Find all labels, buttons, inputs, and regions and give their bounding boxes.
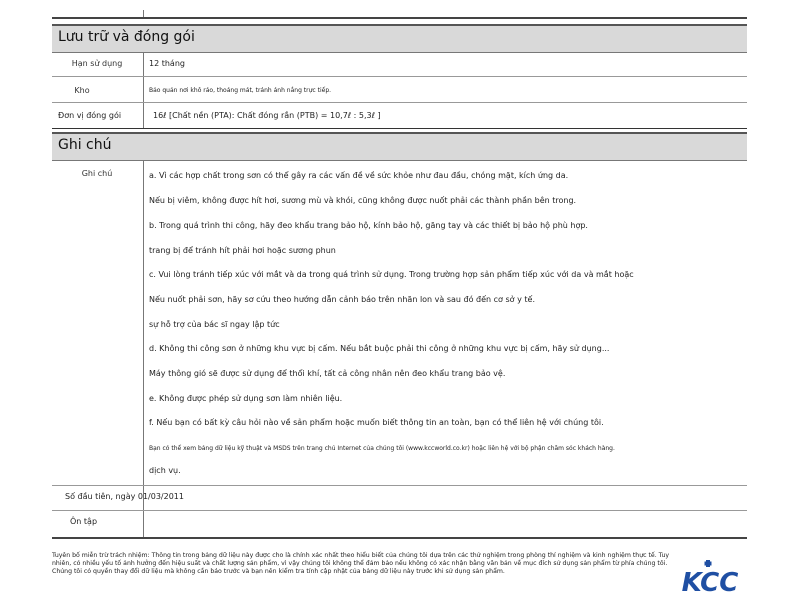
storage-row-value: 12 tháng <box>149 59 185 68</box>
notes-section-header <box>52 132 747 161</box>
note-line: sự hỗ trợ của bác sĩ ngay lập tức <box>149 320 280 329</box>
row-divider <box>52 485 747 486</box>
storage-section-header <box>52 24 747 53</box>
storage-row-label: Kho <box>74 86 90 95</box>
note-line: f. Nếu bạn có bất kỳ câu hỏi nào về sản phẩm hoặc muốn biết thông tin an toàn, bạn có thể liên hệ với chúng tôi. <box>149 418 604 427</box>
top-rule <box>52 17 747 19</box>
note-line: d. Không thi công sơn ở những khu vực bị cấm. Nếu bắt buộc phải thi công ở những khu vực bị cấm, hãy sử dụng... <box>149 344 610 353</box>
storage-row-value: 16ℓ [Chất nền (PTA): Chất đóng rắn (PTB) = 10,7ℓ : 5,3ℓ ] <box>153 111 381 120</box>
notes-column-divider <box>143 160 144 537</box>
note-line: trang bị để tránh hít phải hơi hoặc sương phun <box>149 246 336 255</box>
row-divider <box>52 76 747 77</box>
top-tick <box>143 10 144 17</box>
note-line: Nếu bị viêm, không được hít hơi, sương mù và khói, cũng không được nuốt phải các thành phần bên trong. <box>149 196 577 205</box>
note-line: Máy thông gió sẽ được sử dụng để thổi khí, tất cả công nhân nên đeo khẩu trang bảo vệ. <box>149 369 506 378</box>
first-issue-label: Số đầu tiên, ngày 01/03/2011 <box>65 492 184 501</box>
note-line: a. Vì các hợp chất trong sơn có thể gây ra các vấn đề về sức khỏe như đau đầu, chóng mặt, kích ứng da. <box>149 171 569 180</box>
disclaimer-text: Tuyên bố miễn trừ trách nhiệm: Thông tin trong bảng dữ liệu này được cho là chính xác nhất theo hiểu biết của chúng tôi dựa trên các thử nghiệm trong phòng thí nghiệm và kinh nghiệm thực tế. Tuy nhiên, có nhiều yếu tố ảnh hưởng đến hiệu suất và chất lượng sản phẩm, vì vậy chúng tôi không thể đảm bảo nếu không có xác nhận bằng văn bản về mục đích sử dụng sản phẩm từ phía chúng tôi. Chúng tôi có quyền thay đổi dữ liệu mà không cần báo trước và bạn nên kiểm tra tính cập nhật của bảng dữ liệu này trước khi sử dụng sản phẩm. <box>52 552 670 576</box>
note-line: c. Vui lòng tránh tiếp xúc với mắt và da trong quá trình sử dụng. Trong trường hợp sản phẩm tiếp xúc với da và mắt hoặc <box>149 270 634 279</box>
note-line: Bạn có thể xem bảng dữ liệu kỹ thuật và MSDS trên trang chủ Internet của chúng tôi (www.kccworld.co.kr) hoặc liên hệ với bộ phận chăm sóc khách hàng. <box>149 445 615 452</box>
storage-row-label: Đơn vị đóng gói <box>58 111 122 120</box>
note-line: Nếu nuốt phải sơn, hãy sơ cứu theo hướng dẫn cảnh báo trên nhãn lon và sau đó đến cơ sở y tế. <box>149 295 535 304</box>
kcc-logo <box>680 560 740 596</box>
note-line: dịch vụ. <box>149 466 181 475</box>
logo-text: KCC <box>681 568 739 596</box>
notes-label: Ghi chú <box>81 169 113 178</box>
storage-section-title: Lưu trữ và đóng gói <box>58 29 195 45</box>
storage-column-divider <box>143 52 144 128</box>
notes-section-title: Ghi chú <box>58 137 112 153</box>
note-line: e. Không được phép sử dụng sơn làm nhiên liệu. <box>149 394 343 403</box>
table-bottom-rule <box>52 537 747 539</box>
storage-section-bottom <box>52 128 747 129</box>
storage-row-value: Bảo quản nơi khô ráo, thoáng mát, tránh ánh nắng trực tiếp. <box>149 87 332 94</box>
row-divider <box>52 102 747 103</box>
revision-label: Ôn tập <box>70 517 98 526</box>
storage-row-label: Hạn sử dụng <box>71 59 123 68</box>
note-line: b. Trong quá trình thi công, hãy đeo khẩu trang bảo hộ, kính bảo hộ, găng tay và các thiết bị bảo hộ phù hợp. <box>149 221 588 230</box>
row-divider <box>52 510 747 511</box>
